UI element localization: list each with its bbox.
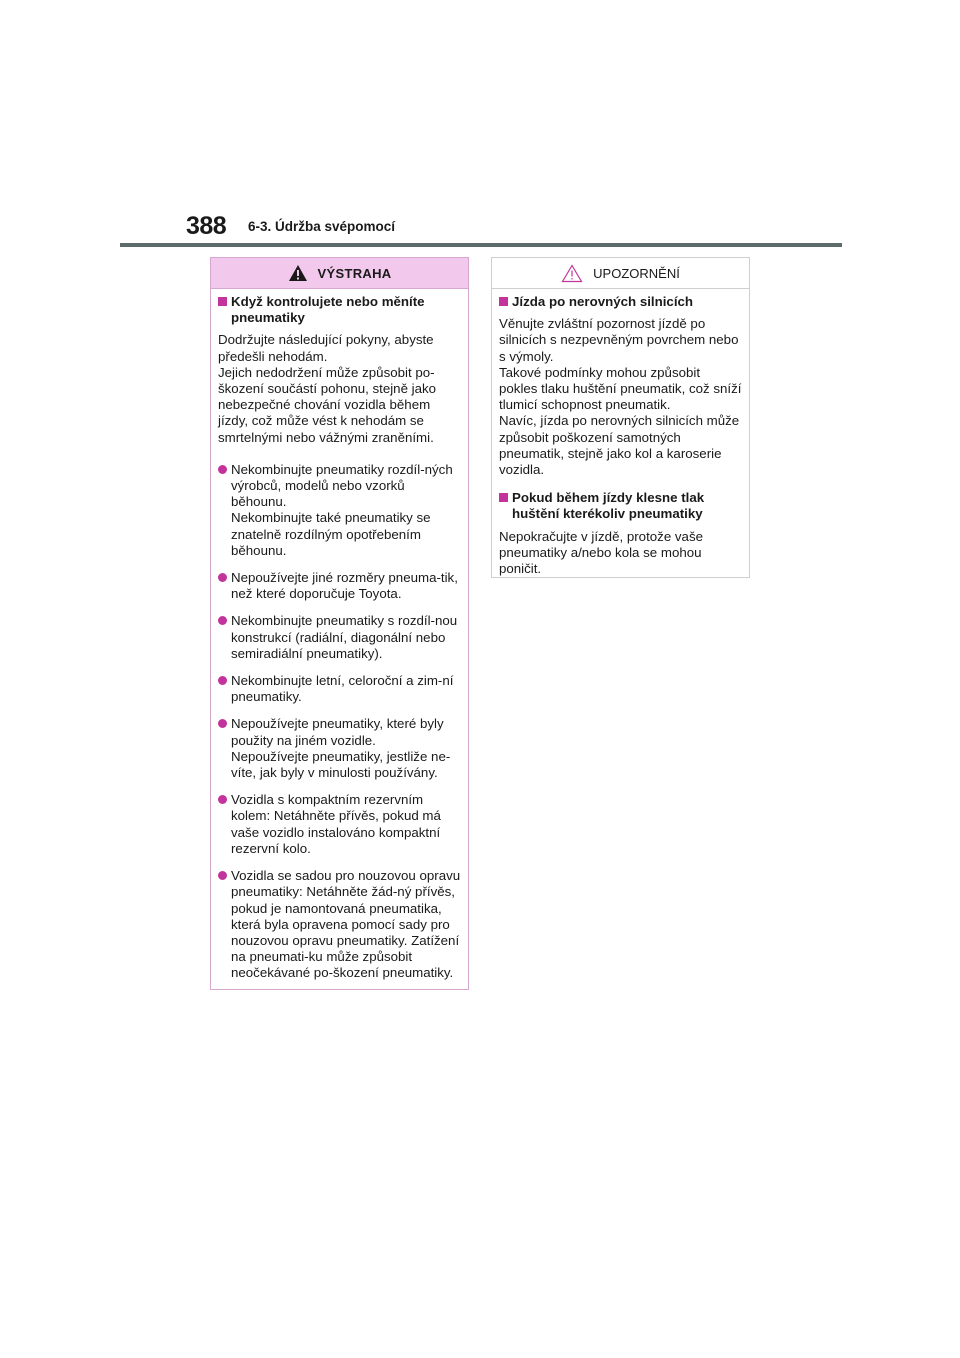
warning-intro: Dodržujte následující pokyny, abyste předešli nehodám. Jejich nedodržení může způsobit po-škození součástí pohonu, stejně jako nebezpečné chování vozidla během jízdy, což může vést k nehodám se smrtelnými nebo vážnými zraněními. [218, 332, 437, 445]
list-item-text: Nekombinujte pneumatiky rozdíl-ných výrobců, modelů nebo vzorků běhounu. Nekombinujte také pneumatiky se znatelně rozdílným opotřebením běhounu. [231, 461, 453, 558]
caution-box-header [492, 258, 749, 289]
caution-triangle-icon [561, 264, 583, 283]
list-item [218, 613, 461, 662]
list-item-text: Nepoužívejte pneumatiky, které byly použity na jiném vozidle. Nepoužívejte pneumatiky, jestliže ne-víte, jak byly v minulosti používány. [231, 716, 451, 781]
list-item [218, 673, 461, 705]
caution-body [492, 289, 749, 577]
caution-heading [499, 490, 742, 522]
round-bullet-icon [218, 719, 227, 728]
list-item-text: Nepoužívejte jiné rozměry pneuma-tik, než které doporučuje Toyota. [231, 570, 458, 602]
list-item-text: Vozidla s kompaktním rezervním kolem: Netáhněte přívěs, pokud má vaše vozidlo instalováno kompaktní rezervní kolo. [231, 792, 441, 856]
caution-paragraph: Nepokračujte v jízdě, protože vaše pneumatiky a/nebo kola se mohou poničit. [499, 528, 703, 577]
warning-box-header [211, 258, 468, 289]
caution-paragraph: Věnujte zvláštní pozornost jízdě po silnicích s nezpevněným povrchem nebo s výmoly. Takové podmínky mohou způsobit pokles tlaku huštění pneumatik, což sníží tlumicí schopnost pneumatik. Navíc, jízda po nerovných silnicích může způsobit poškození samotných pneumatik, stejně jako kol a karoserie vozidla. [499, 316, 742, 478]
list-item-text: Nekombinujte letní, celoroční a zim-ní pneumatiky. [231, 673, 454, 705]
header-divider [120, 243, 842, 247]
caution-heading-text: Jízda po nerovných silnicích [512, 294, 694, 309]
caution-box [491, 257, 750, 578]
round-bullet-icon [218, 676, 227, 685]
square-bullet-icon [499, 297, 508, 306]
list-item-text: Nekombinujte pneumatiky s rozdíl-nou konstrukcí (radiální, diagonální nebo semiradiální pneumatiky). [231, 613, 458, 661]
round-bullet-icon [218, 573, 227, 582]
list-item [218, 792, 461, 857]
square-bullet-icon [499, 493, 508, 502]
round-bullet-icon [218, 616, 227, 625]
list-item [218, 716, 461, 781]
caution-title: UPOZORNĚNÍ [593, 265, 680, 281]
caution-heading [499, 294, 742, 310]
caution-heading-text: Pokud během jízdy klesne tlak huštění kterékoliv pneumatiky [512, 490, 705, 522]
round-bullet-icon [218, 795, 227, 804]
page-number: 388 [186, 212, 227, 240]
list-item [218, 462, 461, 559]
list-item-text: Vozidla se sadou pro nouzovou opravu pneumatiky: Netáhněte žád-ný přívěs, pokud je namontovaná pneumatika, která byla opravena pomocí sady pro nouzovou opravu pneumatiky. Zatížení na pneumati-ku může způsobit neočekávané po-škození pneumatiky. [231, 868, 461, 981]
list-item [218, 570, 461, 602]
warning-heading [218, 294, 461, 326]
warning-body [211, 289, 468, 982]
round-bullet-icon [218, 465, 227, 474]
warning-title: VÝSTRAHA [317, 265, 392, 281]
square-bullet-icon [218, 297, 227, 306]
warning-heading-text: Když kontrolujete nebo měníte pneumatiky [231, 294, 425, 326]
warning-box [210, 257, 469, 990]
round-bullet-icon [218, 871, 227, 880]
section-title: 6-3. Údržba svépomocí [248, 219, 396, 234]
list-item [218, 868, 461, 981]
warning-triangle-icon [288, 264, 308, 282]
